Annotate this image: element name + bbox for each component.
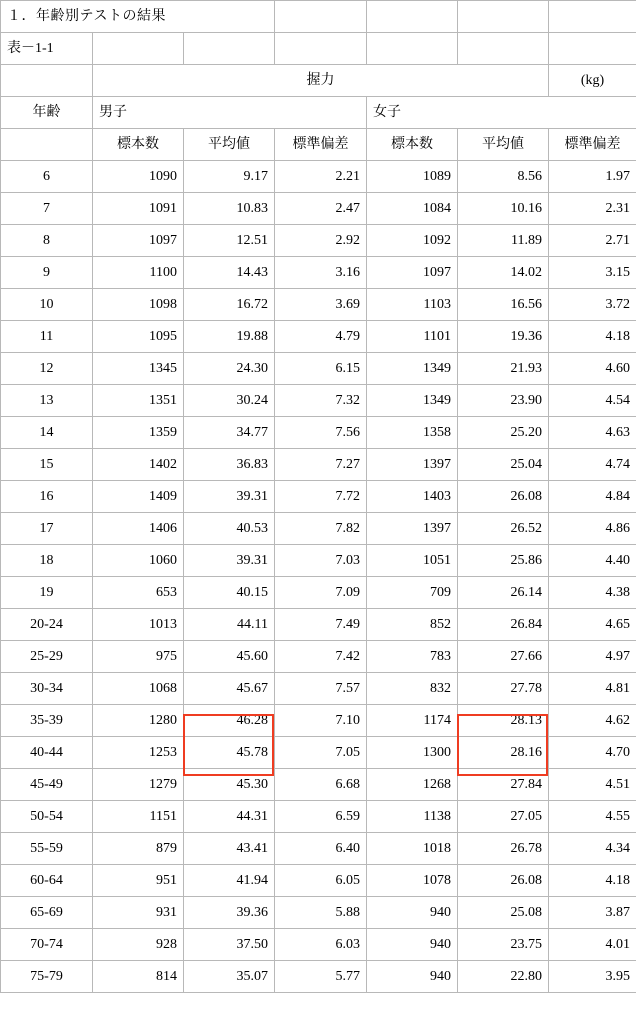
cell-age: 70-74: [1, 929, 93, 961]
table-row: [1, 225, 636, 257]
cell-male-sd: 7.10: [275, 705, 367, 737]
cell-male-count: 951: [93, 865, 184, 897]
cell-male-count: 879: [93, 833, 184, 865]
cell-female-count: 1101: [367, 321, 458, 353]
cell-female-mean: 28.16: [458, 737, 549, 769]
cell-female-mean: 11.89: [458, 225, 549, 257]
empty-cell: [458, 1, 549, 33]
cell-male-count: 1402: [93, 449, 184, 481]
cell-female-sd: 4.18: [549, 865, 636, 897]
cell-male-count: 1100: [93, 257, 184, 289]
cell-female-mean: 26.52: [458, 513, 549, 545]
cell-male-mean: 10.83: [184, 193, 275, 225]
cell-male-count: 1409: [93, 481, 184, 513]
cell-female-count: 1138: [367, 801, 458, 833]
cell-male-count: 1090: [93, 161, 184, 193]
cell-female-mean: 21.93: [458, 353, 549, 385]
cell-male-count: 1406: [93, 513, 184, 545]
cell-age: 75-79: [1, 961, 93, 993]
col-header-female-count: 標本数: [367, 129, 458, 161]
cell-age: 8: [1, 225, 93, 257]
cell-male-mean: 35.07: [184, 961, 275, 993]
table-row: [1, 705, 636, 737]
cell-male-mean: 39.31: [184, 481, 275, 513]
empty-cell: [93, 33, 184, 65]
cell-female-mean: 23.75: [458, 929, 549, 961]
cell-female-count: 1349: [367, 385, 458, 417]
empty-cell: [549, 33, 636, 65]
cell-male-mean: 9.17: [184, 161, 275, 193]
cell-male-sd: 2.47: [275, 193, 367, 225]
cell-female-count: 852: [367, 609, 458, 641]
cell-age: 45-49: [1, 769, 93, 801]
cell-male-count: 1097: [93, 225, 184, 257]
cell-age: 50-54: [1, 801, 93, 833]
age-header: 年齢: [1, 97, 93, 129]
cell-female-sd: 4.38: [549, 577, 636, 609]
cell-age: 60-64: [1, 865, 93, 897]
cell-female-sd: 4.54: [549, 385, 636, 417]
cell-male-count: 1279: [93, 769, 184, 801]
cell-female-sd: 3.87: [549, 897, 636, 929]
col-header-female-sd: 標準偏差: [549, 129, 636, 161]
cell-female-count: 1403: [367, 481, 458, 513]
cell-age: 7: [1, 193, 93, 225]
cell-female-mean: 25.04: [458, 449, 549, 481]
cell-female-sd: 4.86: [549, 513, 636, 545]
cell-female-count: 1103: [367, 289, 458, 321]
cell-female-mean: 25.20: [458, 417, 549, 449]
cell-female-mean: 8.56: [458, 161, 549, 193]
empty-cell: [275, 1, 367, 33]
table-row: [1, 609, 636, 641]
cell-male-count: 1091: [93, 193, 184, 225]
cell-female-mean: 19.36: [458, 321, 549, 353]
cell-female-mean: 16.56: [458, 289, 549, 321]
cell-male-sd: 7.05: [275, 737, 367, 769]
cell-male-mean: 19.88: [184, 321, 275, 353]
cell-male-count: 1068: [93, 673, 184, 705]
table-row: [1, 865, 636, 897]
cell-female-count: 1089: [367, 161, 458, 193]
cell-female-sd: 4.55: [549, 801, 636, 833]
cell-female-count: 940: [367, 961, 458, 993]
cell-male-sd: 3.16: [275, 257, 367, 289]
cell-male-mean: 45.30: [184, 769, 275, 801]
cell-female-sd: 4.97: [549, 641, 636, 673]
cell-male-count: 1151: [93, 801, 184, 833]
cell-age: 18: [1, 545, 93, 577]
cell-female-count: 709: [367, 577, 458, 609]
empty-cell: [184, 33, 275, 65]
cell-male-sd: 7.27: [275, 449, 367, 481]
cell-male-sd: 6.40: [275, 833, 367, 865]
cell-female-mean: 27.66: [458, 641, 549, 673]
table-row: [1, 641, 636, 673]
table-row: [1, 833, 636, 865]
cell-female-mean: 25.86: [458, 545, 549, 577]
cell-age: 55-59: [1, 833, 93, 865]
cell-female-count: 1268: [367, 769, 458, 801]
cell-male-sd: 7.72: [275, 481, 367, 513]
male-group-label: 男子: [93, 97, 367, 129]
cell-male-sd: 7.42: [275, 641, 367, 673]
empty-cell: [367, 33, 458, 65]
cell-female-mean: 27.05: [458, 801, 549, 833]
cell-female-mean: 27.78: [458, 673, 549, 705]
cell-male-sd: 4.79: [275, 321, 367, 353]
cell-male-count: 1253: [93, 737, 184, 769]
cell-female-mean: 26.84: [458, 609, 549, 641]
table-row: [1, 801, 636, 833]
table-row: [1, 353, 636, 385]
cell-female-count: 1358: [367, 417, 458, 449]
cell-female-count: 783: [367, 641, 458, 673]
table-row: [1, 545, 636, 577]
cell-male-mean: 12.51: [184, 225, 275, 257]
table-row: [1, 481, 636, 513]
cell-male-sd: 7.56: [275, 417, 367, 449]
cell-age: 6: [1, 161, 93, 193]
table-number: 表－1-1: [1, 33, 93, 65]
cell-female-count: 1097: [367, 257, 458, 289]
table-row: [1, 577, 636, 609]
title-row: [1, 1, 636, 33]
cell-male-sd: 3.69: [275, 289, 367, 321]
table-row: [1, 769, 636, 801]
cell-female-mean: 26.14: [458, 577, 549, 609]
cell-age: 14: [1, 417, 93, 449]
cell-female-sd: 4.34: [549, 833, 636, 865]
cell-female-sd: 4.70: [549, 737, 636, 769]
cell-female-mean: 23.90: [458, 385, 549, 417]
cell-male-sd: 6.15: [275, 353, 367, 385]
cell-age: 16: [1, 481, 93, 513]
cell-male-mean: 30.24: [184, 385, 275, 417]
cell-male-sd: 6.59: [275, 801, 367, 833]
cell-male-count: 1013: [93, 609, 184, 641]
cell-age: 17: [1, 513, 93, 545]
cell-female-mean: 26.08: [458, 481, 549, 513]
cell-male-count: 1060: [93, 545, 184, 577]
empty-cell: [549, 1, 636, 33]
cell-male-count: 975: [93, 641, 184, 673]
table-row: [1, 449, 636, 481]
empty-cell: [367, 1, 458, 33]
cell-age: 13: [1, 385, 93, 417]
table-row: [1, 961, 636, 993]
cell-female-sd: 4.84: [549, 481, 636, 513]
cell-female-count: 1174: [367, 705, 458, 737]
cell-male-sd: 7.32: [275, 385, 367, 417]
cell-male-mean: 34.77: [184, 417, 275, 449]
empty-cell: [1, 65, 93, 97]
table-row: [1, 385, 636, 417]
cell-age: 12: [1, 353, 93, 385]
cell-female-sd: 4.18: [549, 321, 636, 353]
cell-male-sd: 7.09: [275, 577, 367, 609]
cell-male-mean: 45.60: [184, 641, 275, 673]
cell-male-mean: 40.53: [184, 513, 275, 545]
empty-cell: [1, 129, 93, 161]
cell-male-mean: 14.43: [184, 257, 275, 289]
cell-male-count: 1098: [93, 289, 184, 321]
cell-female-sd: 4.01: [549, 929, 636, 961]
cell-female-sd: 4.51: [549, 769, 636, 801]
empty-cell: [458, 33, 549, 65]
cell-male-sd: 6.03: [275, 929, 367, 961]
cell-female-count: 1397: [367, 449, 458, 481]
cell-age: 9: [1, 257, 93, 289]
cell-age: 40-44: [1, 737, 93, 769]
table-row: [1, 193, 636, 225]
cell-female-count: 1397: [367, 513, 458, 545]
table-row: [1, 417, 636, 449]
cell-female-sd: 4.60: [549, 353, 636, 385]
cell-male-sd: 7.49: [275, 609, 367, 641]
cell-age: 15: [1, 449, 93, 481]
cell-male-sd: 7.03: [275, 545, 367, 577]
cell-female-count: 1349: [367, 353, 458, 385]
cell-female-sd: 4.40: [549, 545, 636, 577]
cell-age: 35-39: [1, 705, 93, 737]
cell-male-sd: 2.21: [275, 161, 367, 193]
table-row: [1, 737, 636, 769]
sex-header-row: [1, 97, 636, 129]
cell-male-count: 1345: [93, 353, 184, 385]
cell-female-sd: 4.63: [549, 417, 636, 449]
cell-male-sd: 7.57: [275, 673, 367, 705]
cell-age: 65-69: [1, 897, 93, 929]
cell-male-sd: 5.88: [275, 897, 367, 929]
cell-female-mean: 26.78: [458, 833, 549, 865]
cell-female-mean: 14.02: [458, 257, 549, 289]
unit-label: (kg): [549, 65, 636, 97]
cell-age: 20-24: [1, 609, 93, 641]
cell-male-count: 1095: [93, 321, 184, 353]
col-header-male-count: 標本数: [93, 129, 184, 161]
cell-male-mean: 41.94: [184, 865, 275, 897]
cell-age: 30-34: [1, 673, 93, 705]
cell-age: 11: [1, 321, 93, 353]
cell-male-count: 1351: [93, 385, 184, 417]
cell-female-count: 1078: [367, 865, 458, 897]
cell-male-mean: 39.36: [184, 897, 275, 929]
cell-female-mean: 28.13: [458, 705, 549, 737]
measure-group-label: 握力: [93, 65, 549, 97]
cell-age: 19: [1, 577, 93, 609]
cell-female-count: 1018: [367, 833, 458, 865]
col-header-male-mean: 平均値: [184, 129, 275, 161]
col-header-male-sd: 標準偏差: [275, 129, 367, 161]
cell-male-sd: 7.82: [275, 513, 367, 545]
table-row: [1, 513, 636, 545]
table-row: [1, 929, 636, 961]
cell-female-count: 1092: [367, 225, 458, 257]
cell-female-mean: 27.84: [458, 769, 549, 801]
cell-female-sd: 2.31: [549, 193, 636, 225]
cell-female-count: 1300: [367, 737, 458, 769]
measure-header-row: [1, 65, 636, 97]
cell-female-count: 832: [367, 673, 458, 705]
table-number-row: [1, 33, 636, 65]
cell-age: 10: [1, 289, 93, 321]
cell-female-mean: 10.16: [458, 193, 549, 225]
cell-female-count: 1084: [367, 193, 458, 225]
cell-male-mean: 46.28: [184, 705, 275, 737]
empty-cell: [275, 33, 367, 65]
cell-female-sd: 4.62: [549, 705, 636, 737]
cell-male-mean: 24.30: [184, 353, 275, 385]
cell-age: 25-29: [1, 641, 93, 673]
cell-male-mean: 36.83: [184, 449, 275, 481]
cell-male-count: 931: [93, 897, 184, 929]
cell-female-sd: 4.65: [549, 609, 636, 641]
cell-female-count: 940: [367, 929, 458, 961]
cell-male-mean: 40.15: [184, 577, 275, 609]
table-row: [1, 897, 636, 929]
column-header-row: [1, 129, 636, 161]
cell-male-mean: 16.72: [184, 289, 275, 321]
cell-male-mean: 44.11: [184, 609, 275, 641]
female-group-label: 女子: [367, 97, 636, 129]
cell-female-mean: 25.08: [458, 897, 549, 929]
table-row: [1, 257, 636, 289]
col-header-female-mean: 平均値: [458, 129, 549, 161]
cell-male-sd: 6.68: [275, 769, 367, 801]
cell-female-sd: 3.72: [549, 289, 636, 321]
cell-male-mean: 45.78: [184, 737, 275, 769]
cell-female-sd: 1.97: [549, 161, 636, 193]
table-row: [1, 289, 636, 321]
cell-male-mean: 45.67: [184, 673, 275, 705]
cell-female-count: 1051: [367, 545, 458, 577]
cell-male-count: 653: [93, 577, 184, 609]
cell-male-mean: 39.31: [184, 545, 275, 577]
cell-female-sd: 3.15: [549, 257, 636, 289]
cell-female-mean: 26.08: [458, 865, 549, 897]
table-row: [1, 321, 636, 353]
cell-male-sd: 6.05: [275, 865, 367, 897]
cell-male-count: 928: [93, 929, 184, 961]
cell-male-count: 1359: [93, 417, 184, 449]
cell-male-sd: 2.92: [275, 225, 367, 257]
cell-male-count: 1280: [93, 705, 184, 737]
cell-female-sd: 2.71: [549, 225, 636, 257]
cell-male-sd: 5.77: [275, 961, 367, 993]
cell-female-count: 940: [367, 897, 458, 929]
cell-male-mean: 43.41: [184, 833, 275, 865]
cell-male-mean: 37.50: [184, 929, 275, 961]
cell-male-mean: 44.31: [184, 801, 275, 833]
cell-female-sd: 3.95: [549, 961, 636, 993]
table-row: [1, 161, 636, 193]
cell-female-mean: 22.80: [458, 961, 549, 993]
document-title: １．年齢別テストの結果: [1, 1, 275, 33]
cell-female-sd: 4.74: [549, 449, 636, 481]
cell-male-count: 814: [93, 961, 184, 993]
cell-female-sd: 4.81: [549, 673, 636, 705]
table-row: [1, 673, 636, 705]
